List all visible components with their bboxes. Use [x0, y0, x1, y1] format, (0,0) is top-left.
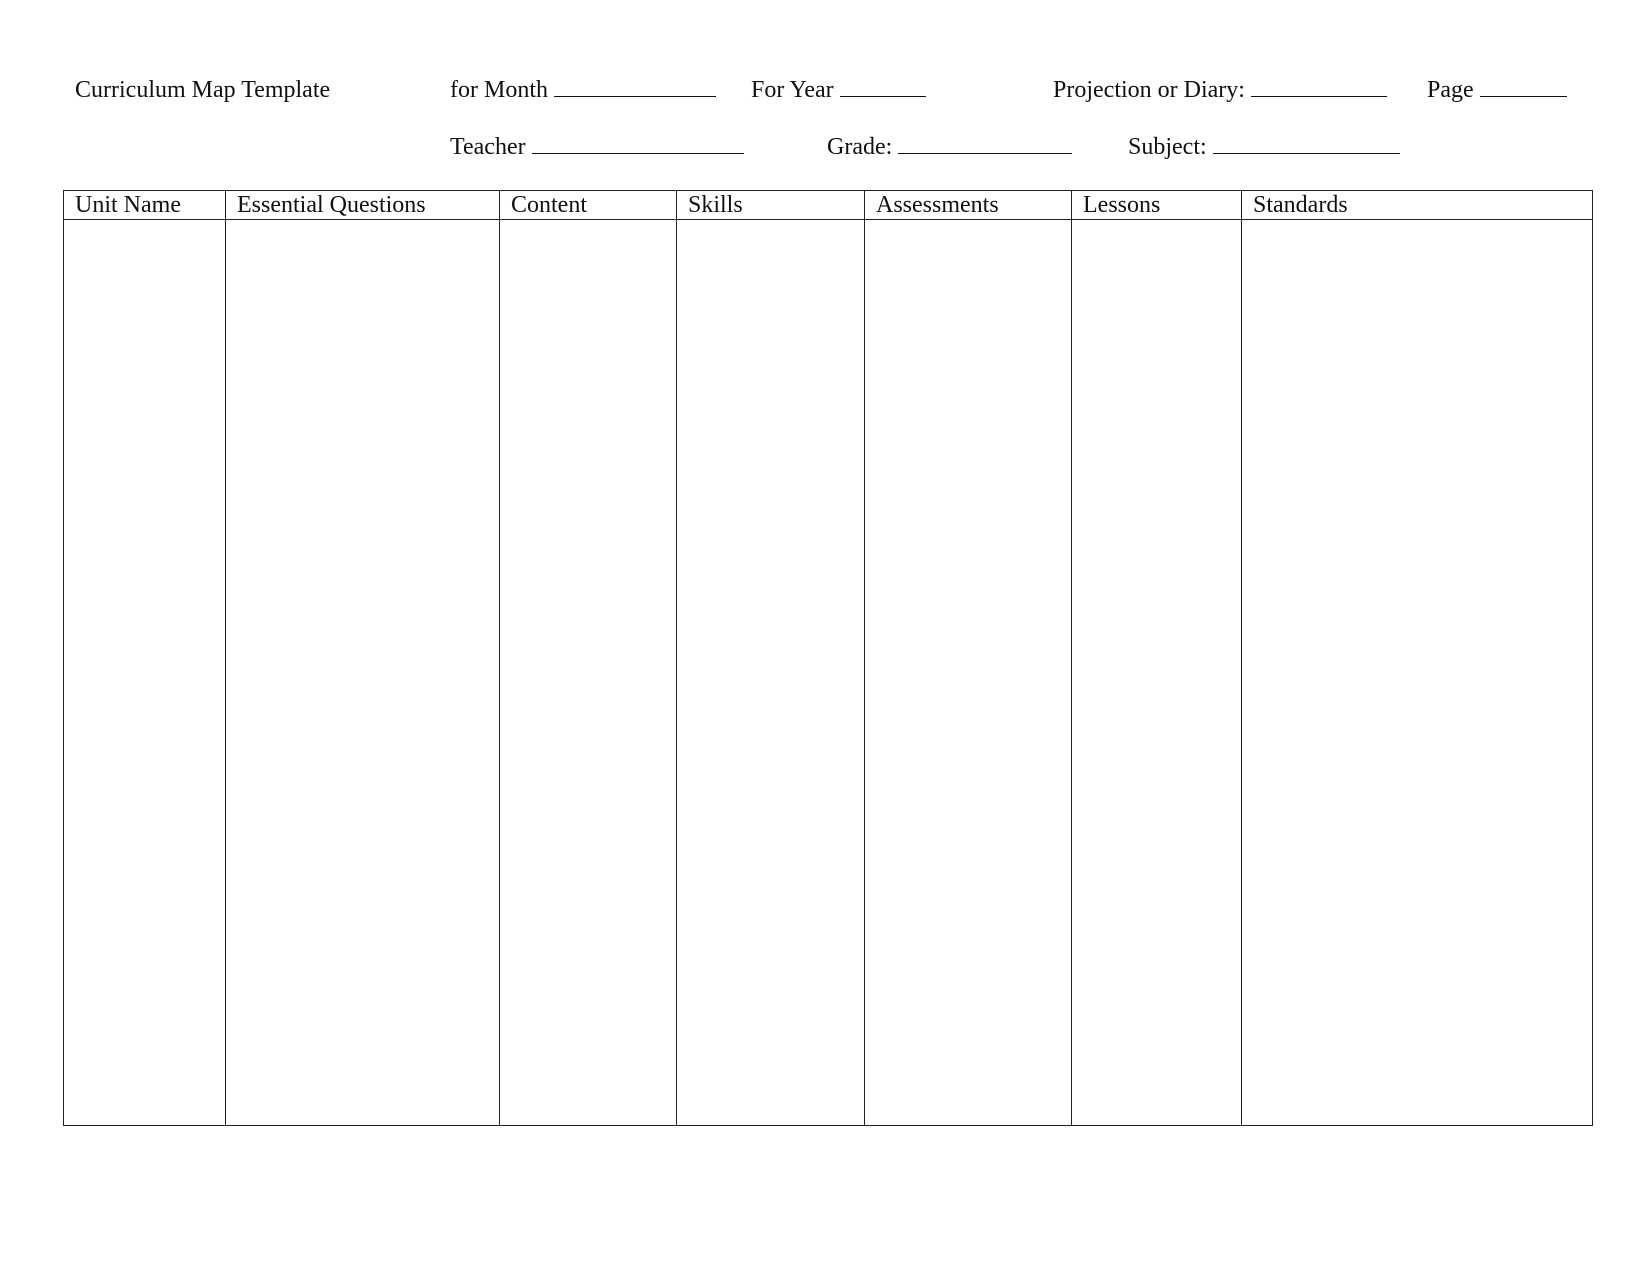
teacher-blank[interactable] — [532, 133, 744, 154]
cell-standards[interactable] — [1242, 220, 1593, 1126]
subject-label: Subject: — [1128, 134, 1207, 160]
table-header-row — [64, 191, 1593, 220]
page-field — [1427, 76, 1567, 104]
column-header-unit-name: Unit Name — [64, 191, 226, 220]
cell-lessons[interactable] — [1072, 220, 1242, 1126]
teacher-field — [450, 133, 744, 161]
page-label: Page — [1427, 77, 1474, 103]
grade-blank[interactable] — [898, 133, 1072, 154]
month-label: for Month — [450, 77, 548, 103]
page-blank[interactable] — [1480, 76, 1567, 97]
column-header-assessments: Assessments — [865, 191, 1072, 220]
column-header-content: Content — [500, 191, 677, 220]
projection-blank[interactable] — [1251, 76, 1387, 97]
year-label: For Year — [751, 77, 834, 103]
grade-field — [827, 133, 1072, 161]
month-blank[interactable] — [554, 76, 716, 97]
year-field — [751, 76, 926, 104]
document-title: Curriculum Map Template — [75, 77, 331, 103]
column-header-skills: Skills — [677, 191, 865, 220]
cell-unit-name[interactable] — [64, 220, 226, 1126]
column-header-lessons: Lessons — [1072, 191, 1242, 220]
cell-assessments[interactable] — [865, 220, 1072, 1126]
cell-essential-questions[interactable] — [226, 220, 500, 1126]
teacher-label: Teacher — [450, 134, 526, 160]
projection-label: Projection or Diary: — [1053, 77, 1245, 103]
subject-field — [1128, 133, 1400, 161]
grade-label: Grade: — [827, 134, 893, 160]
curriculum-table — [63, 190, 1593, 1126]
cell-content[interactable] — [500, 220, 677, 1126]
column-header-essential-questions: Essential Questions — [226, 191, 500, 220]
column-header-standards: Standards — [1242, 191, 1593, 220]
year-blank[interactable] — [840, 76, 926, 97]
cell-skills[interactable] — [677, 220, 865, 1126]
subject-blank[interactable] — [1213, 133, 1400, 154]
projection-field — [1053, 76, 1387, 104]
table-row — [64, 220, 1593, 1126]
month-field — [450, 76, 716, 104]
